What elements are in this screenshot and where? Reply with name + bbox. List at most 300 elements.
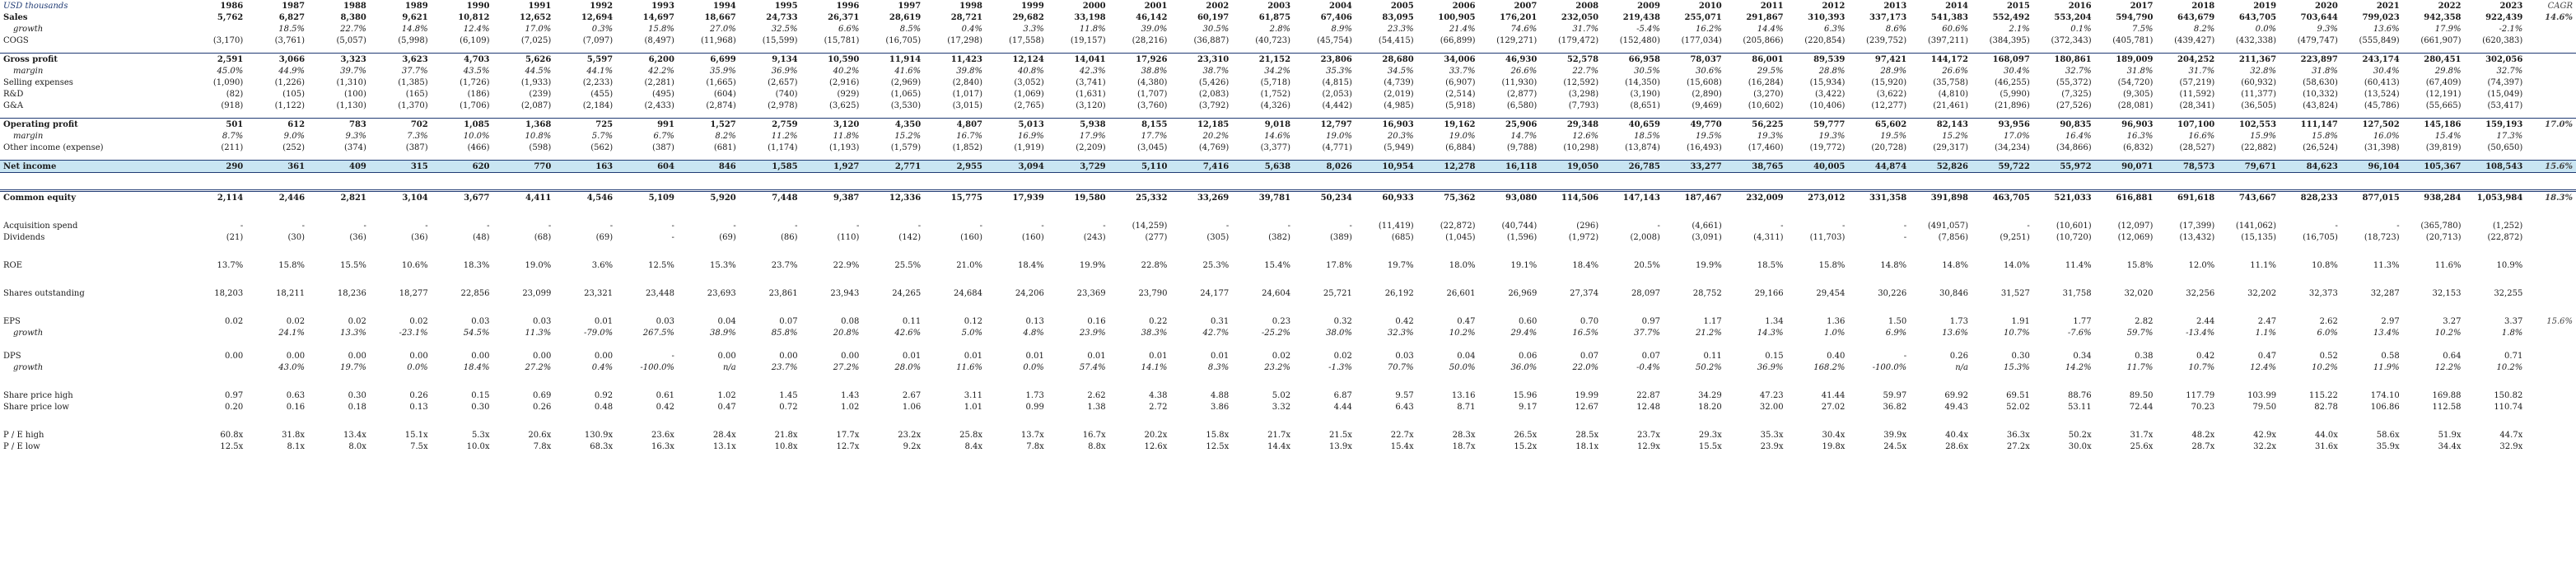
value-cell: 8.7%: [222, 131, 244, 141]
value-cell: 18,211: [276, 288, 306, 298]
value-cell: 5.02: [1272, 390, 1291, 400]
value-cell: 15.9%: [2250, 131, 2277, 141]
value-cell: (54,720): [2117, 77, 2154, 87]
value-cell: 18.3%: [463, 260, 490, 270]
value-cell: 0.69: [533, 390, 552, 400]
value-cell: 0.63: [286, 390, 306, 400]
value-cell: 17.0%: [525, 24, 552, 34]
value-cell: (14,259): [1132, 221, 1168, 231]
value-cell: 10.2%: [2496, 362, 2523, 372]
value-cell: 41.44: [1821, 390, 1846, 400]
value-cell: 0.26: [409, 390, 428, 400]
value-cell: (21): [226, 232, 244, 242]
row-spacer: [0, 111, 2576, 119]
value-cell: (4,769): [1198, 142, 1230, 152]
value-cell: 12,124: [986, 54, 1048, 66]
value-cell: 25,721: [1323, 288, 1352, 298]
value-cell: 0.02: [348, 316, 366, 326]
value-cell: (9,251): [2000, 232, 2030, 242]
value-cell: 26,969: [1508, 288, 1538, 298]
value-cell: (495): [652, 89, 674, 99]
value-cell: (15,920): [1871, 77, 1907, 87]
value-cell: 0.42: [1395, 316, 1414, 326]
value-cell: (21,461): [1933, 100, 1968, 110]
cagr-cell: 15.6%: [2546, 316, 2573, 326]
value-cell: 68.3x: [590, 441, 614, 451]
cagr-cell: [2526, 231, 2576, 243]
value-cell: 922,439: [2485, 12, 2523, 22]
spacer-cell: [0, 271, 2576, 287]
value-cell: 361: [246, 161, 308, 173]
value-cell: 4.44: [1333, 402, 1352, 412]
value-cell: 16.5%: [1572, 328, 1599, 338]
value-cell: 1,368: [493, 119, 555, 131]
value-cell: (15,781): [824, 35, 860, 45]
value-cell: (15,135): [2241, 232, 2277, 242]
value-cell: 1.91: [2011, 316, 2030, 326]
value-cell: (28,341): [2179, 100, 2215, 110]
value-cell: (1,122): [274, 100, 306, 110]
value-cell: 11.6%: [956, 362, 982, 372]
value-cell: 0.00: [471, 351, 490, 361]
value-cell: 15.3%: [2004, 362, 2030, 372]
value-cell: 48.2x: [2191, 430, 2215, 440]
value-cell: 180,861: [2033, 54, 2095, 66]
value-cell: 15.96: [1513, 390, 1538, 400]
value-cell: 13.7%: [217, 260, 244, 270]
value-cell: 29.3x: [1698, 430, 1722, 440]
value-cell: (11,419): [1378, 221, 1414, 231]
value-cell: 56,225: [1725, 119, 1787, 131]
value-cell: 26,192: [1384, 288, 1414, 298]
value-cell: 8.9%: [1331, 24, 1352, 34]
value-cell: 1.17: [1703, 316, 1722, 326]
value-cell: (21,896): [1995, 100, 2030, 110]
value-cell: 337,173: [1869, 12, 1907, 22]
value-cell: 17.7%: [1141, 131, 1168, 141]
row-label: P / E low: [3, 441, 40, 451]
row-label: ROE: [3, 260, 23, 270]
value-cell: 0.38: [2135, 351, 2154, 361]
value-cell: 0.0%: [2255, 24, 2277, 34]
value-cell: (4,442): [1322, 100, 1352, 110]
value-cell: 44.5%: [525, 66, 552, 76]
value-cell: 100,905: [1438, 12, 1476, 22]
cagr-cell: [2526, 401, 2576, 413]
value-cell: 13.3%: [340, 328, 366, 338]
value-cell: 187,467: [1664, 191, 1725, 204]
value-cell: 14.2%: [2065, 362, 2092, 372]
value-cell: 991: [616, 119, 678, 131]
value-cell: (11,592): [2179, 89, 2215, 99]
value-cell: 26,371: [828, 12, 860, 22]
value-cell: 25,906: [1479, 119, 1541, 131]
value-cell: (1,631): [1076, 89, 1106, 99]
value-cell: 2.1%: [2009, 24, 2030, 34]
value-cell: (2,019): [1384, 89, 1414, 99]
value-cell: 501: [184, 119, 246, 131]
value-cell: 13.4x: [343, 430, 366, 440]
value-cell: (39,819): [2425, 142, 2462, 152]
value-cell: 50.0%: [1449, 362, 1476, 372]
value-cell: 28,752: [1692, 288, 1722, 298]
value-cell: 85.8%: [771, 328, 798, 338]
value-cell: 23.3%: [1387, 24, 1414, 34]
value-cell: 16.3%: [2126, 131, 2154, 141]
value-cell: 3.3%: [1023, 24, 1044, 34]
value-cell: 280,451: [2403, 54, 2465, 66]
value-cell: 10.8%: [2312, 260, 2338, 270]
value-cell: 1.45: [779, 390, 798, 400]
value-cell: 9.3%: [345, 131, 366, 141]
value-cell: 12.2%: [2434, 362, 2462, 372]
value-cell: 42.7%: [1202, 328, 1230, 338]
value-cell: 204,252: [2156, 54, 2218, 66]
value-cell: 594,790: [2116, 12, 2154, 22]
value-cell: 20.2x: [1144, 430, 1168, 440]
value-cell: 4.88: [1210, 390, 1230, 400]
value-cell: 12.6x: [1144, 441, 1168, 451]
value-cell: 15.8%: [2126, 260, 2154, 270]
value-cell: 22.9%: [833, 260, 860, 270]
value-cell: (15,934): [1809, 77, 1846, 87]
value-cell: 0.40: [1827, 351, 1846, 361]
cagr-cell: [2526, 441, 2576, 452]
value-cell: -: [1349, 221, 1352, 231]
value-cell: -: [363, 221, 366, 231]
value-cell: (4,739): [1384, 77, 1414, 87]
value-cell: (15,608): [1686, 77, 1722, 87]
value-cell: 0.11: [902, 316, 922, 326]
value-cell: 19,050: [1540, 161, 1602, 173]
value-cell: 0.47: [717, 402, 736, 412]
row-common-equity: [0, 191, 2576, 204]
value-cell: 243,174: [2341, 54, 2403, 66]
value-cell: 0.03: [471, 316, 490, 326]
cagr-cell: [2526, 35, 2576, 46]
value-cell: 15.8x: [1206, 430, 1230, 440]
value-cell: (5,949): [1384, 142, 1414, 152]
value-cell: 8.2%: [2193, 24, 2215, 34]
value-cell: (1,852): [952, 142, 982, 152]
value-cell: 23,790: [1138, 288, 1168, 298]
value-cell: 0.22: [1149, 316, 1168, 326]
row-label: Sales: [3, 12, 28, 22]
value-cell: 78,573: [2156, 161, 2218, 173]
value-cell: 5,938: [1048, 119, 1109, 131]
value-cell: 0.07: [1580, 351, 1599, 361]
value-cell: (3,377): [1260, 142, 1291, 152]
value-cell: 0.02: [1272, 351, 1291, 361]
value-cell: (3,792): [1198, 100, 1230, 110]
value-cell: 877,015: [2341, 191, 2403, 204]
value-cell: 24,206: [1015, 288, 1044, 298]
value-cell: 19.7%: [340, 362, 366, 372]
value-cell: 11.3%: [525, 328, 552, 338]
value-cell: 1.0%: [1823, 328, 1846, 338]
cagr-cell: 14.6%: [2545, 12, 2573, 22]
value-cell: 26.5x: [1514, 430, 1538, 440]
value-cell: (28,216): [1132, 35, 1168, 45]
value-cell: (243): [1083, 232, 1106, 242]
value-cell: 83,095: [1382, 12, 1414, 22]
value-cell: 13.7x: [1020, 430, 1044, 440]
year-header: 2021: [2376, 1, 2400, 11]
value-cell: (60,413): [2364, 77, 2400, 87]
row-pe-high: [0, 429, 2576, 441]
value-cell: 145,186: [2403, 119, 2465, 131]
value-cell: 2.72: [1149, 402, 1168, 412]
value-cell: 3,066: [246, 54, 308, 66]
value-cell: (4,810): [1938, 89, 1968, 99]
value-cell: 44,874: [1848, 161, 1910, 173]
value-cell: 114,506: [1540, 191, 1602, 204]
value-cell: 72.44: [2129, 402, 2154, 412]
value-cell: (1,919): [1014, 142, 1044, 152]
value-cell: 39.0%: [1141, 24, 1168, 34]
value-cell: 88.76: [2067, 390, 2092, 400]
value-cell: (1,706): [460, 100, 490, 110]
row-other-income: [0, 142, 2576, 153]
row-label: DPS: [3, 351, 21, 361]
row-label: P / E high: [3, 430, 44, 440]
value-cell: 59.97: [1883, 390, 1907, 400]
row-spacer: [0, 373, 2576, 390]
value-cell: -: [1657, 221, 1660, 231]
value-cell: 97,421: [1848, 54, 1910, 66]
value-cell: 7,448: [740, 191, 801, 204]
value-cell: 27.2%: [833, 362, 860, 372]
value-cell: (1,752): [1260, 89, 1291, 99]
value-cell: 2.8%: [1269, 24, 1291, 34]
year-header: 1992: [590, 1, 614, 11]
value-cell: 0.64: [2443, 351, 2462, 361]
value-cell: 302,056: [2465, 54, 2527, 66]
value-cell: 12.4%: [463, 24, 490, 34]
value-cell: 59,722: [1972, 161, 2033, 173]
value-cell: 27.0%: [709, 24, 736, 34]
value-cell: 0.02: [224, 316, 244, 326]
value-cell: (14,350): [1625, 77, 1660, 87]
value-cell: 16.6%: [2188, 131, 2215, 141]
value-cell: 15.4x: [1390, 441, 1414, 451]
value-cell: 14.6%: [1264, 131, 1291, 141]
cagr-cell: [2526, 350, 2576, 362]
value-cell: 255,071: [1684, 12, 1722, 22]
value-cell: 0.01: [964, 351, 982, 361]
spacer-cell: [0, 243, 2576, 259]
value-cell: 17,939: [986, 191, 1048, 204]
value-cell: (160): [1021, 232, 1044, 242]
value-cell: 53.11: [2067, 402, 2092, 412]
value-cell: 27.2%: [525, 362, 552, 372]
year-header: 2002: [1206, 1, 1230, 11]
value-cell: 60,933: [1356, 191, 1417, 204]
value-cell: (4,380): [1137, 77, 1168, 87]
value-cell: 29.4%: [1510, 328, 1538, 338]
year-header: 2003: [1267, 1, 1291, 11]
value-cell: 189,009: [2095, 54, 2157, 66]
value-cell: 18.5%: [278, 24, 306, 34]
value-cell: 33,277: [1664, 161, 1725, 173]
value-cell: (5,718): [1260, 77, 1291, 87]
value-cell: 19.0%: [1326, 131, 1352, 141]
cagr-cell: [2526, 130, 2576, 142]
value-cell: (604): [713, 89, 736, 99]
value-cell: (3,270): [1753, 89, 1784, 99]
cagr-cell: [2526, 259, 2576, 271]
value-cell: 20.5%: [1634, 260, 1660, 270]
value-cell: (1,370): [398, 100, 428, 110]
value-cell: 59,777: [1787, 119, 1849, 131]
value-cell: 19.5%: [1695, 131, 1722, 141]
value-cell: (598): [529, 142, 552, 152]
value-cell: (179,472): [1557, 35, 1599, 45]
value-cell: (13,524): [2364, 89, 2400, 99]
row-net-income: [0, 161, 2576, 173]
value-cell: (2,184): [582, 100, 614, 110]
value-cell: (1,226): [274, 77, 306, 87]
value-cell: -: [733, 221, 736, 231]
spacer-cell: [0, 373, 2576, 390]
value-cell: (3,120): [1076, 100, 1106, 110]
value-cell: 24,177: [1200, 288, 1230, 298]
value-cell: (10,298): [1563, 142, 1599, 152]
spacer-cell: [0, 203, 2576, 220]
value-cell: 33,198: [1074, 12, 1106, 22]
value-cell: 29.8%: [2434, 66, 2462, 76]
value-cell: 12.67: [1575, 402, 1599, 412]
value-cell: (45,786): [2364, 100, 2400, 110]
value-cell: (57,219): [2179, 77, 2215, 87]
value-cell: 15,775: [924, 191, 986, 204]
year-header: 2013: [1883, 1, 1907, 11]
row-label: Other income (expense): [3, 142, 104, 152]
value-cell: 3.86: [1210, 402, 1230, 412]
value-cell: 60.8x: [220, 430, 244, 440]
value-cell: 28.8%: [1818, 66, 1846, 76]
value-cell: 15.2x: [1514, 441, 1538, 451]
value-cell: 5.0%: [961, 328, 982, 338]
value-cell: 620: [432, 161, 493, 173]
row-gross-margin: [0, 65, 2576, 77]
value-cell: 223,897: [2280, 54, 2341, 66]
row-label: R&D: [3, 89, 24, 99]
value-cell: 9,134: [740, 54, 801, 66]
value-cell: 57.4%: [1079, 362, 1106, 372]
year-header: 2015: [2006, 1, 2030, 11]
cagr-cell: [2526, 327, 2576, 338]
value-cell: -25.2%: [1261, 328, 1291, 338]
value-cell: 147,143: [1602, 191, 1664, 204]
value-cell: (68): [534, 232, 552, 242]
value-cell: 96,104: [2341, 161, 2403, 173]
value-cell: 1.73: [1025, 390, 1044, 400]
value-cell: 0.52: [2319, 351, 2338, 361]
value-cell: 0.58: [2381, 351, 2400, 361]
value-cell: (740): [775, 89, 798, 99]
cagr-cell: [2526, 23, 2576, 35]
value-cell: 6.3%: [1823, 24, 1846, 34]
value-cell: -: [1287, 221, 1291, 231]
value-cell: 19.8x: [1822, 441, 1846, 451]
value-cell: 34,006: [1417, 54, 1479, 66]
value-cell: 28,619: [889, 12, 922, 22]
value-cell: 0.0%: [407, 362, 428, 372]
year-header: 2023: [2499, 1, 2523, 11]
value-cell: 0.48: [594, 402, 614, 412]
value-cell: 0.00: [224, 351, 244, 361]
cagr-cell: [2526, 287, 2576, 299]
value-cell: 0.00: [779, 351, 798, 361]
value-cell: 35.3x: [1760, 430, 1784, 440]
value-cell: 16,903: [1356, 119, 1417, 131]
value-cell: -: [425, 221, 428, 231]
value-cell: 24,684: [954, 288, 982, 298]
value-cell: 1.73: [1949, 316, 1968, 326]
value-cell: 16.7x: [1082, 430, 1106, 440]
value-cell: 29,682: [1012, 12, 1044, 22]
value-cell: 46,142: [1136, 12, 1168, 22]
value-cell: n/a: [1955, 362, 1968, 372]
year-header: 2000: [1082, 1, 1106, 11]
value-cell: 28,721: [950, 12, 982, 22]
value-cell: 30.4%: [2373, 66, 2400, 76]
value-cell: 32.8%: [2250, 66, 2277, 76]
value-cell: 12.7x: [836, 441, 860, 451]
value-cell: (387): [405, 142, 428, 152]
value-cell: (6,109): [460, 35, 490, 45]
value-cell: (22,872): [2487, 232, 2523, 242]
year-header: 2018: [2191, 1, 2215, 11]
value-cell: 1.50: [1888, 316, 1907, 326]
value-cell: 45.0%: [217, 66, 244, 76]
value-cell: (34,234): [1995, 142, 2030, 152]
value-cell: (405,781): [2112, 35, 2154, 45]
value-cell: 691,618: [2156, 191, 2218, 204]
value-cell: (685): [1391, 232, 1414, 242]
value-cell: 14,041: [1048, 54, 1109, 66]
value-cell: (3,622): [1876, 89, 1907, 99]
value-cell: 15.2%: [894, 131, 922, 141]
value-cell: 25.8x: [959, 430, 982, 440]
value-cell: 3,677: [432, 191, 493, 204]
value-cell: 130.9x: [584, 430, 614, 440]
value-cell: 18.20: [1698, 402, 1722, 412]
value-cell: (387): [652, 142, 674, 152]
value-cell: 27,374: [1570, 288, 1599, 298]
row-shares: [0, 287, 2576, 299]
value-cell: (46,255): [1995, 77, 2030, 87]
row-spacer: [0, 299, 2576, 315]
value-cell: 0.30: [2011, 351, 2030, 361]
value-cell: 75,362: [1417, 191, 1479, 204]
cagr-cell: [2526, 77, 2576, 88]
value-cell: 32,287: [2370, 288, 2400, 298]
value-cell: (389): [1329, 232, 1352, 242]
value-cell: 41.6%: [894, 66, 922, 76]
value-cell: 13.9x: [1328, 441, 1352, 451]
value-cell: 12.4%: [2250, 362, 2277, 372]
value-cell: 16.9%: [1018, 131, 1044, 141]
spacer-cell: [0, 338, 2576, 350]
value-cell: (205,866): [1743, 35, 1784, 45]
value-cell: 74.6%: [1510, 24, 1538, 34]
value-cell: 7.5x: [410, 441, 428, 451]
value-cell: 163: [554, 161, 616, 173]
value-cell: 7,416: [1170, 161, 1232, 173]
value-cell: (5,990): [2000, 89, 2030, 99]
